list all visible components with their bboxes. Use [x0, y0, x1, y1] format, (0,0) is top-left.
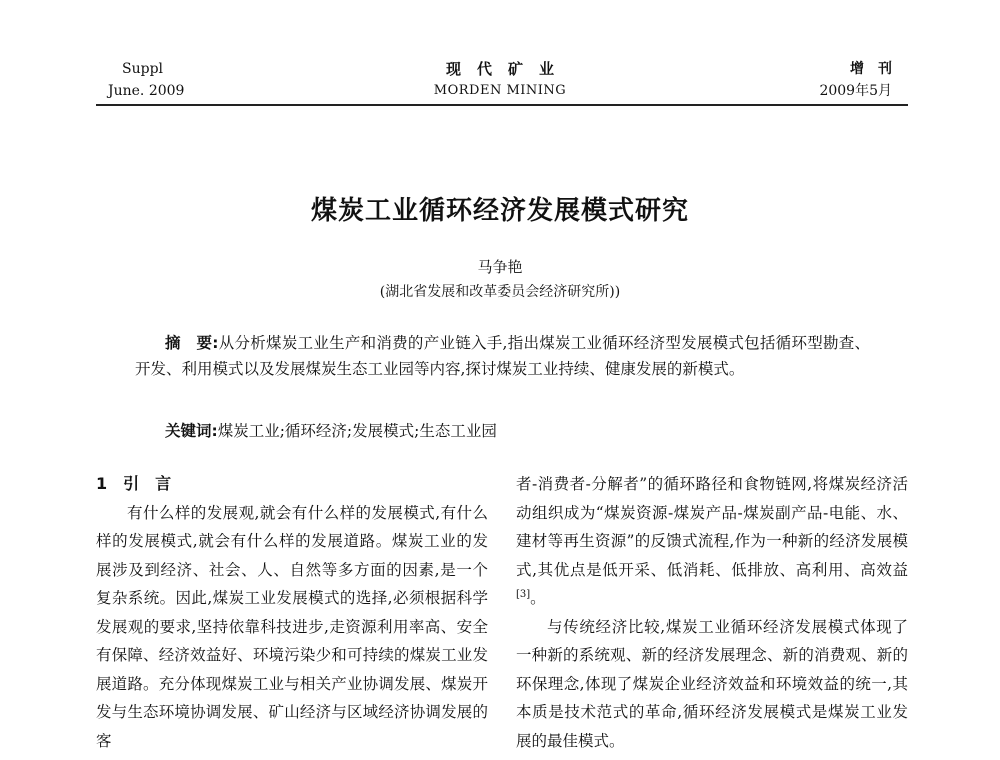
journal-name-cn: 现代矿业	[445, 60, 570, 78]
body-column-left	[96, 470, 488, 755]
article-author: 马争艳	[477, 258, 523, 276]
header-right	[819, 58, 906, 102]
citation-ref: [3]	[516, 588, 531, 600]
section-title: 引言	[123, 474, 188, 493]
keywords-text: 煤炭工业;循环经济;发展模式;生态工业园	[217, 422, 497, 440]
section-number: 1	[96, 474, 108, 493]
keywords-label: 关键词:	[165, 422, 218, 440]
intro-paragraph-2: 与传统经济比较,煤炭工业循环经济发展模式体现了一种新的系统观、新的经济发展理念、新的消费观、新的环保理念,体现了煤炭企业经济效益和环境效益的统一,其本质是技术范式的革命,循环经济发展模式是煤炭工业发展的最佳模式。	[516, 617, 908, 750]
supplement-label-cn: 增刊	[850, 61, 906, 77]
issue-date-cn: 2009年5月	[819, 83, 892, 99]
abstract-label: 摘 要:	[165, 334, 219, 352]
intro-paragraph-1-continued	[516, 470, 908, 613]
intro-paragraph-1: 有什么样的发展观,就会有什么样的发展模式,有什么样的发展模式,就会有什么样的发展道路。煤炭工业的发展涉及到经济、社会、人、自然等多方面的因素,是一个复杂系统。因此,煤炭工业发展模式的选择,必须根据科学发展观的要求,坚持依靠科技进步,走资源利用率高、安全有保障、经济效益好、环境污染少和可持续的煤炭工业发展道路。充分体现煤炭工业与相关产业协调发展、煤炭开发与生态环境协调发展、矿山经济与区域经济协调发展的客	[96, 503, 488, 750]
section-heading	[96, 470, 488, 499]
sentence-end: 。	[530, 589, 546, 607]
abstract-text: 从分析煤炭工业生产和消费的产业链入手,指出煤炭工业循环经济型发展模式包括循环型勘查、开发、利用模式以及发展煤炭生态工业园等内容,探讨煤炭工业持续、健康发展的新模式。	[135, 334, 870, 378]
journal-name-en: MORDEN MINING	[433, 83, 567, 98]
supplement-label: Suppl	[122, 61, 164, 77]
keywords	[165, 418, 497, 444]
article-title: 煤炭工业循环经济发展模式研究	[310, 196, 689, 226]
body-column-right	[516, 470, 908, 755]
continued-text: 者-消费者-分解者”的循环路径和食物链网,将煤炭经济活动组织成为“煤炭资源-煤炭产品-煤炭副产品-电能、水、建材等再生资源”的反馈式流程,作为一种新的经济发展模式,其优点是低开采、低消耗、低排放、高利用、高效益	[516, 475, 908, 579]
issue-date-en: June. 2009	[108, 83, 185, 99]
abstract	[135, 330, 870, 382]
author-affiliation: (湖北省发展和改革委员会经济研究所))	[379, 284, 621, 300]
header-rule	[96, 104, 908, 106]
